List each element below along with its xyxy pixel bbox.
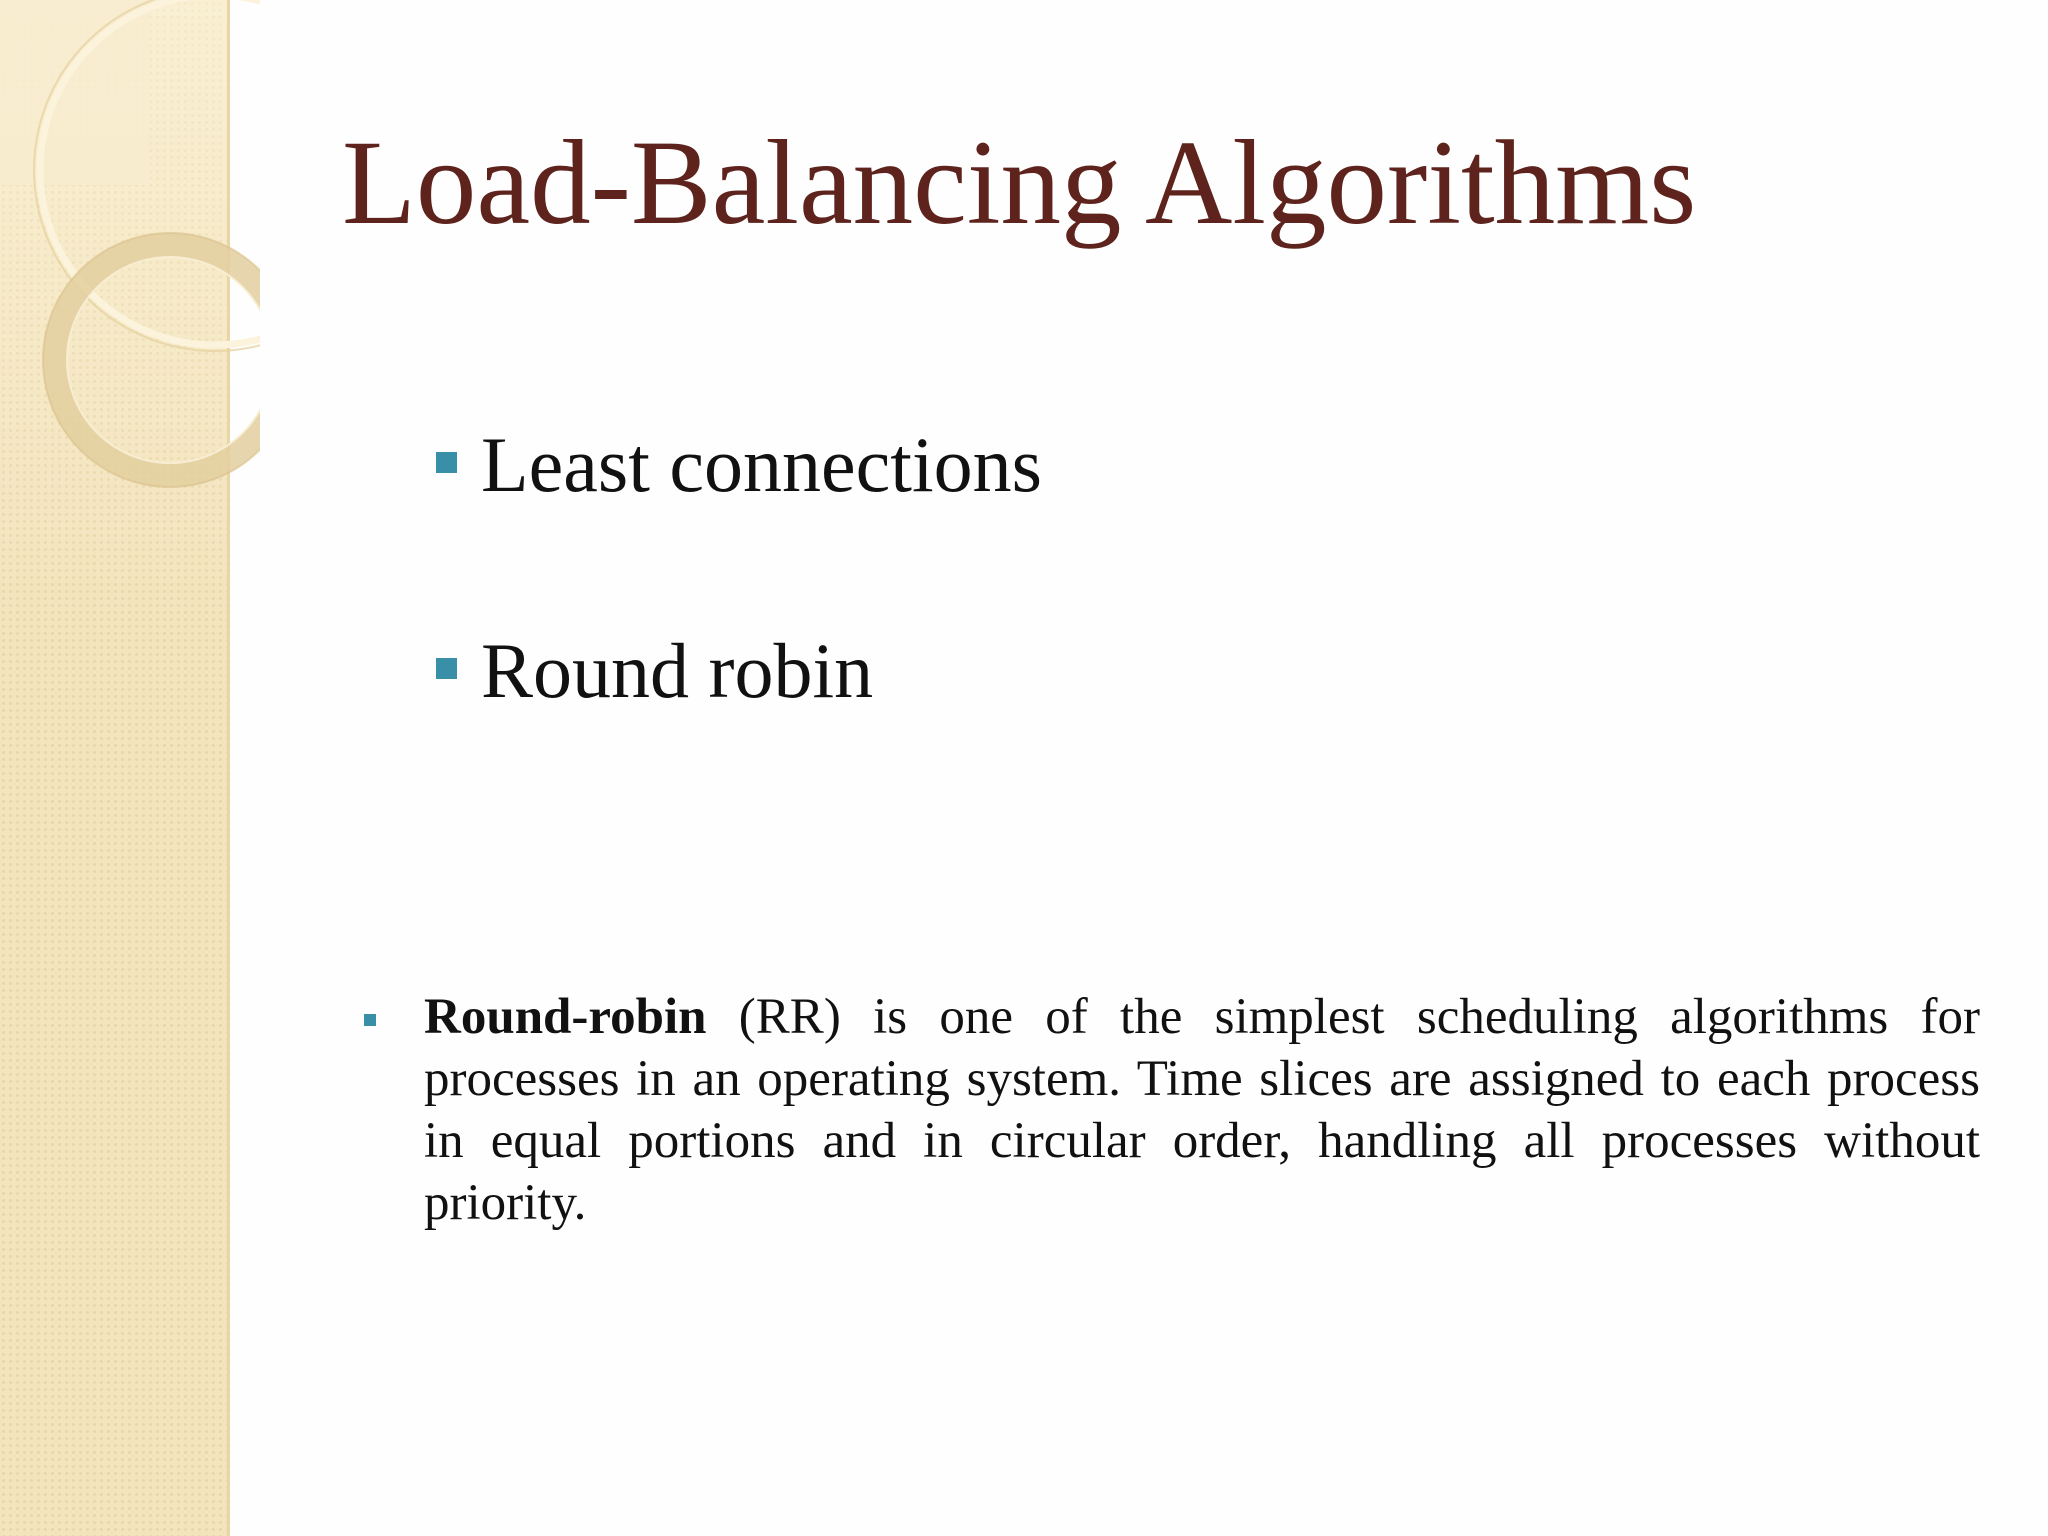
description-text — [424, 986, 1980, 1234]
square-bullet-icon — [436, 452, 457, 473]
slide-title: Load-Balancing Algorithms — [342, 116, 1697, 250]
bullet-label: Round robin — [481, 627, 874, 714]
square-bullet-icon — [436, 658, 457, 679]
description-body: (RR) is one of the simplest scheduling algorithms for processes in an operating system. Time slices are assigned to each process in equal portions and in circular order, handling all processes without priority. — [424, 989, 1980, 1231]
description-term: Round-robin — [424, 989, 707, 1045]
square-bullet-icon — [364, 1014, 376, 1026]
bullet-item-least-connections — [436, 418, 1042, 624]
bullet-list — [436, 418, 1042, 830]
decorative-rings-icon — [0, 0, 260, 520]
bullet-item-round-robin — [436, 624, 1042, 830]
bullet-label: Least connections — [481, 421, 1042, 508]
round-robin-description — [364, 986, 1980, 1234]
